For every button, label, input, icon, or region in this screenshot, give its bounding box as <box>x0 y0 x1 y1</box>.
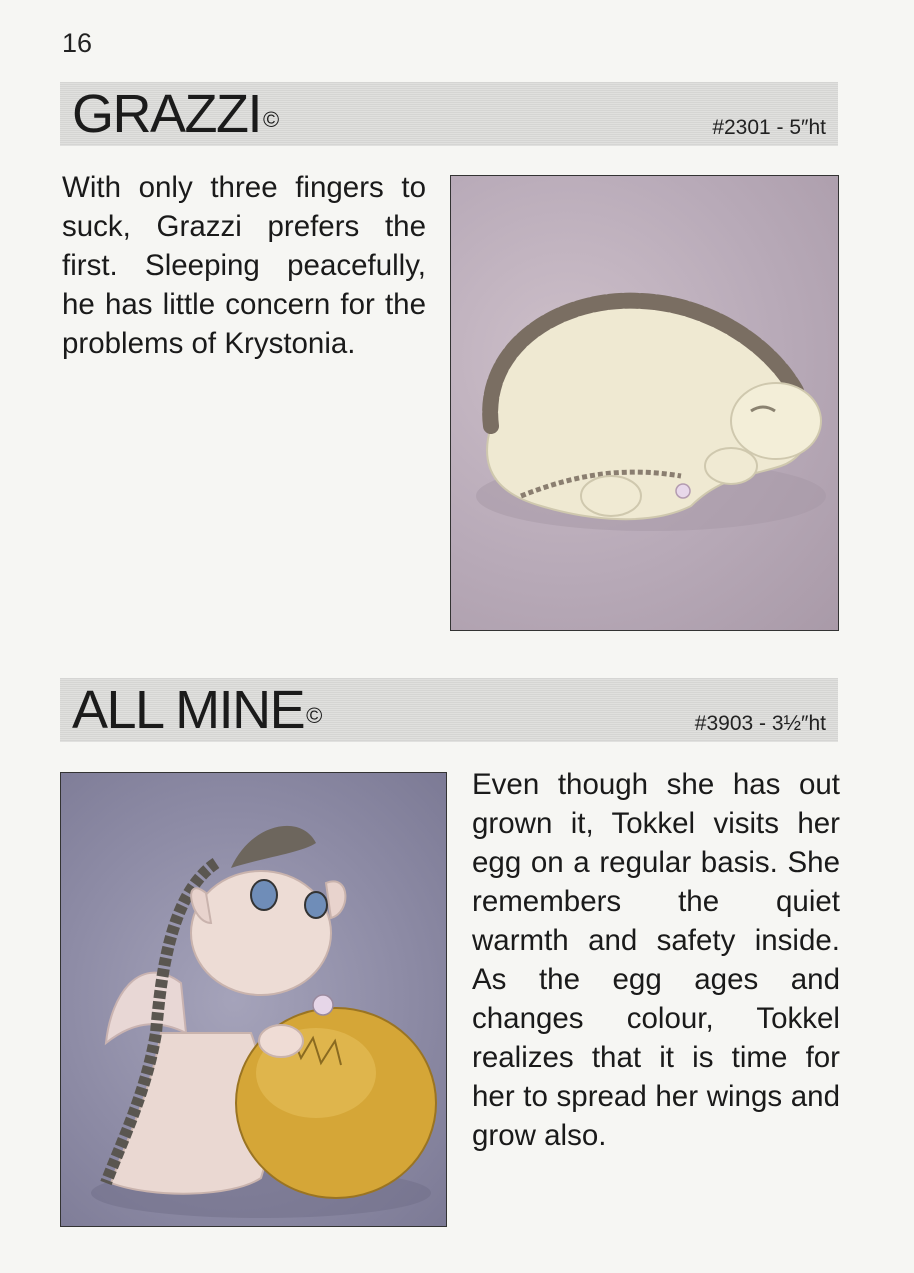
grazzi-title-text: GRAZZI <box>72 84 261 144</box>
all-mine-description: Even though she has out grown it, Tokkel visits her egg on a regular basis. She remembers the quiet warmth and safety inside. As the egg ages and changes colour, Tokkel realizes that it is time for her to spread her wings and grow also. <box>472 768 840 1152</box>
grazzi-copyright-mark: © <box>263 107 280 132</box>
all-mine-title-text: ALL MINE <box>72 680 305 740</box>
all-mine-copyright-mark: © <box>306 703 323 728</box>
all-mine-title <box>72 680 322 740</box>
page-number: 16 <box>62 28 93 58</box>
grazzi-title-bar <box>60 82 838 146</box>
grazzi-description: With only three fingers to suck, Grazzi prefers the first. Sleeping peacefully, he has little concern for the problems of Krystonia. <box>62 171 426 360</box>
sleeping-dragon-illustration <box>451 176 838 630</box>
all-mine-item-number: #3903 - 3½″ht <box>694 712 826 735</box>
grazzi-figurine-photo <box>450 175 839 631</box>
all-mine-title-bar <box>60 678 838 742</box>
all-mine-figurine-photo <box>60 772 447 1227</box>
grazzi-item-number: #2301 - 5″ht <box>712 116 826 139</box>
grazzi-title <box>72 84 279 144</box>
dragon-with-egg-illustration <box>61 773 446 1226</box>
